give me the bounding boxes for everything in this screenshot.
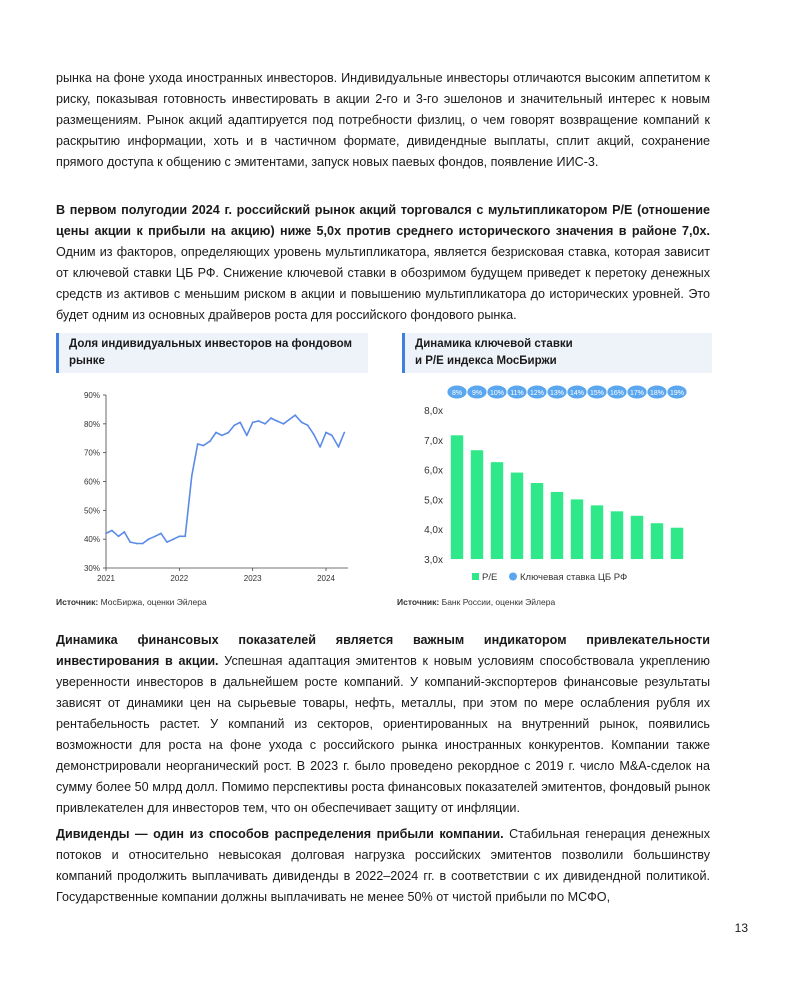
chart2-keyrate-label: 16% — [609, 390, 625, 397]
chart1-data-point — [191, 475, 193, 477]
paragraph-dividends — [56, 824, 710, 908]
chart1-data-point — [111, 530, 113, 532]
chart1-source-text: МосБиржа, оценки Эйлера — [98, 597, 207, 607]
chart1-data-point — [313, 433, 315, 435]
chart1-data-point — [288, 419, 290, 421]
chart2-bar — [491, 462, 503, 559]
chart1-data-point — [319, 446, 321, 448]
chart1-x-tick-label: 2024 — [317, 574, 335, 583]
chart2-bar — [511, 473, 523, 559]
chart1-data-point — [228, 432, 230, 434]
chart2-title-line2: и P/E индекса МосБиржи — [415, 355, 557, 367]
chart1-y-tick-label: 40% — [83, 535, 100, 545]
chart1-y-tick-label: 70% — [83, 448, 100, 458]
chart1-title: Доля индивидуальных инвесторов на фондовом рынке — [56, 333, 368, 373]
paragraph-financial-dynamics-body: Успешная адаптация эмитентов к новым условиям способствовала укреплению уверенности инвесторов в дальнейшем росте компаний. У компаний-экспортеров финансовые результаты зависят от динамики цен на сырьевые товары, нефть, металлы, при этом по мере ослабления рубля их рентабельность растет. У компаний из секторов, ориентированных на внутренний рынок, появились возможности для роста на фоне ухода с российского рынка иностранных конкурентов. Компании также демонстрировали неорганический рост. В 2023 г. было проведено рекордное с 2019 г. число M&A-сделок на сумму более 50 млрд долл. Помимо перспективы роста финансовых показателей эмитентов, фондовый рынок привлекателен для инвесторов тем, что он обеспечивает защиту от инфляции. — [56, 654, 710, 815]
chart2-keyrate-label: 12% — [529, 390, 545, 397]
chart1-data-point — [105, 533, 107, 535]
chart1-data-point — [283, 423, 285, 425]
chart2-source-label: Источник: — [397, 597, 440, 607]
paragraph-dividends-lead: Дивиденды — один из способов распределения прибыли компании. — [56, 827, 504, 841]
chart1-data-point — [343, 432, 345, 434]
chart2-source-text: Банк России, оценки Эйлера — [439, 597, 556, 607]
chart1-source — [56, 597, 207, 607]
chart1-data-point — [129, 541, 131, 543]
paragraph-pe-multiple-lead: В первом полугодии 2024 г. российский рынок акций торговался с мультипликатором P/E (отношение цены акции к прибыли на акцию) ниже 5,0x против среднего исторического значения в районе 7,0x. — [56, 203, 710, 238]
chart2-y-tick-label: 7,0x — [424, 435, 443, 447]
chart1-data-point — [209, 440, 211, 442]
chart2-bar — [551, 492, 563, 559]
chart2-keyrate-label: 15% — [589, 390, 605, 397]
chart2-y-tick-label: 5,0x — [424, 495, 443, 507]
chart2-source — [397, 597, 555, 607]
chart1-data-point — [178, 535, 180, 537]
chart1-data-point — [142, 543, 144, 545]
chart2-keyrate-label: 14% — [569, 390, 585, 397]
chart1-data-point — [148, 538, 150, 540]
chart1-data-point — [215, 432, 217, 434]
chart2-y-tick-label: 8,0x — [424, 406, 443, 417]
paragraph-financial-dynamics-lead: Динамика финансовых показателей является важным индикатором привлекательности инвестирования в акции. — [56, 633, 710, 668]
chart2-bar — [451, 435, 463, 559]
chart1-data-point — [331, 434, 333, 436]
chart2-y-tick-label: 3,0x — [424, 555, 443, 566]
chart1-data-point — [173, 538, 175, 540]
chart1-data-point — [264, 423, 266, 425]
chart2-bar — [531, 483, 543, 559]
chart1-data-point — [246, 434, 248, 436]
chart1-x-tick-label: 2023 — [243, 574, 262, 583]
chart1-y-tick-label: 50% — [83, 506, 100, 516]
chart1-data-point — [203, 445, 205, 447]
chart1-y-tick-label: 90% — [83, 391, 100, 400]
paragraph-pe-multiple-body: Одним из факторов, определяющих уровень мультипликатора, является безрисковая ставка, которая зависит от ключевой ставки ЦБ РФ. Снижение ключевой ставки в обозримом будущем приведет к перетоку денежных средств из активов с меньшим риском в акции и повышению мультипликатора до исторических уровней. Это будет одним из основных драйверов роста для российского фондового рынка. — [56, 245, 710, 322]
chart1-x-tick-label: 2022 — [170, 574, 189, 583]
chart1-data-point — [252, 421, 254, 423]
chart2-pe-keyrate-bar — [397, 380, 727, 590]
chart2-keyrate-label: 17% — [629, 390, 645, 397]
chart1-y-tick-label: 80% — [83, 419, 100, 429]
page-number: 13 — [734, 921, 748, 935]
chart1-source-label: Источник: — [56, 597, 99, 607]
chart1-data-point — [301, 421, 303, 423]
chart1-y-tick-label: 60% — [83, 477, 100, 487]
chart1-data-point — [118, 535, 120, 537]
chart1-data-point — [233, 424, 235, 426]
chart1-data-point — [276, 420, 278, 422]
chart2-bar — [611, 511, 623, 559]
paragraph-pe-multiple — [56, 200, 710, 326]
chart1-data-point — [197, 443, 199, 445]
chart2-bar — [471, 450, 483, 559]
chart1-data-point — [338, 446, 340, 448]
chart1-data-point — [325, 432, 327, 434]
chart2-title-line1: Динамика ключевой ставки — [415, 338, 573, 350]
paragraph-financial-dynamics — [56, 630, 710, 819]
paragraph-retail-investors: рынка на фоне ухода иностранных инвесторов. Индивидуальные инвесторы отличаются высоким аппетитом к риску, показывая готовность инвестировать в акции 2-го и 3-го эшелонов и значительный интерес к новым размещениям. Рынок акций адаптируется под потребности физлиц, о чем говорят возвращение компаний к раскрытию информации, хоть и в частичном формате, дивидендные выплаты, сплит акций, сохранение прямого доступа к общению с эмитентами, запуск новых паевых фондов, появление ИИС-3. — [56, 71, 710, 169]
chart2-bar — [631, 516, 643, 559]
paragraph-dividends-body: Стабильная генерация денежных потоков и относительно невысокая долговая нагрузка российских эмитентов позволили большинству компаний продолжить выплачивать дивиденды в 2022–2024 гг. в соответствии с их дивидендной политикой. Государственные компании должны выплачивать не менее 50% от чистой прибыли по МСФО, — [56, 827, 711, 904]
chart1-retail-share-line — [56, 385, 356, 585]
chart2-keyrate-label: 9% — [471, 390, 483, 397]
chart1-data-point — [307, 424, 309, 426]
chart1-data-point — [258, 420, 260, 422]
chart2-y-tick-label: 6,0x — [424, 465, 443, 477]
chart2-legend-pe-swatch — [472, 573, 479, 580]
chart2-bar — [571, 499, 583, 559]
chart2-bar — [671, 528, 683, 559]
chart2-keyrate-label: 8% — [451, 390, 463, 397]
chart1-data-point — [184, 535, 186, 537]
chart1-y-tick-label: 30% — [83, 564, 100, 573]
chart2-legend-keyrate-swatch — [509, 573, 517, 581]
chart1-data-point — [160, 533, 162, 535]
chart2-legend-pe-label: P/E — [482, 572, 498, 583]
chart2-bar — [651, 523, 663, 559]
chart1-x-tick-label: 2021 — [97, 574, 115, 583]
chart1-data-point — [294, 414, 296, 416]
chart1-data-point — [154, 535, 156, 537]
chart2-keyrate-label: 18% — [649, 390, 665, 397]
chart1-data-point — [166, 541, 168, 543]
chart2-keyrate-label: 19% — [669, 390, 685, 397]
chart2-keyrate-label: 11% — [510, 390, 524, 397]
chart2-bar — [591, 505, 603, 559]
chart1-data-point — [239, 421, 241, 423]
chart2-y-tick-label: 4,0x — [424, 525, 443, 537]
chart2-title — [402, 333, 712, 373]
chart1-data-point — [123, 531, 125, 533]
chart1-series-line — [106, 415, 344, 543]
chart1-data-point — [221, 434, 223, 436]
chart2-legend-keyrate-label: Ключевая ставка ЦБ РФ — [520, 572, 628, 583]
chart2-keyrate-label: 13% — [549, 390, 565, 397]
chart1-data-point — [136, 543, 138, 545]
chart1-data-point — [270, 417, 272, 419]
chart2-keyrate-label: 10% — [489, 390, 505, 397]
